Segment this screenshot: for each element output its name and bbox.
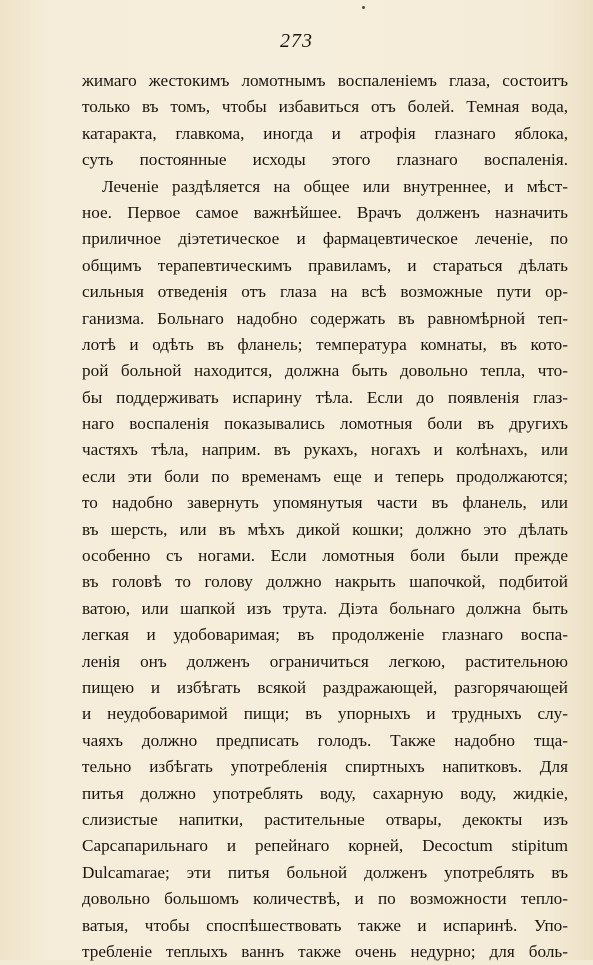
text-line: только въ томъ, чтобы избавиться отъ болей. Темная вода, bbox=[82, 97, 568, 117]
text-line: слизистые напитки, растительные отвары, декокты изъ bbox=[82, 809, 568, 829]
text-line: въ головѣ то голову должно накрыть шапочкой, подбитой bbox=[82, 572, 568, 592]
text-line: требленіе теплыхъ ваннъ также очень недурно; для боль- bbox=[82, 941, 568, 961]
text-line: Dulcamarae; эти питья больной долженъ употреблять въ bbox=[82, 862, 568, 882]
text-line: и неудобоваримой пищи; въ упорныхъ и трудныхъ слу- bbox=[82, 704, 568, 724]
text-line: общимъ терапевтическимъ правиламъ, и стараться дѣлать bbox=[82, 255, 568, 275]
text-line: легкая и удобоваримая; въ продолженіе глазнаго воспа- bbox=[82, 625, 568, 645]
text-line: жимаго жестокимъ ломотнымъ воспаленіемъ глаза, состоитъ bbox=[82, 71, 568, 90]
text-line: ленія онъ долженъ ограничиться легкою, растительною bbox=[82, 651, 568, 671]
text-line: наго воспаленія показывались ломотныя боли въ другихъ bbox=[82, 414, 568, 434]
text-line: бы поддерживать испарину тѣла. Если до появленія глаз- bbox=[82, 387, 568, 407]
text-line: лотѣ и одѣть въ фланель; температура комнаты, въ кото- bbox=[82, 334, 568, 354]
text-line: ганизма. Больнаго надобно содержать въ равномѣрной теп- bbox=[82, 308, 568, 328]
text-line: въ шерсть, или въ мѣхъ дикой кошки; должно это дѣлать bbox=[82, 519, 568, 539]
text-line: питья должно употреблять воду, сахарную воду, жидкіе, bbox=[82, 783, 568, 803]
text-line: пищею и избѣгать всякой раздражающей, разгорячающей bbox=[82, 677, 568, 697]
text-line: приличное діэтетическое и фармацевтическое леченіе, по bbox=[82, 229, 568, 249]
text-line: сильныя отведенія отъ глаза на всѣ возможные пути ор- bbox=[82, 282, 568, 302]
text-line: суть постоянные исходы этого глазнаго воспаленія. bbox=[82, 150, 568, 170]
text-line: частяхъ тѣла, наприм. въ рукахъ, ногахъ и колѣнахъ, или bbox=[82, 440, 568, 460]
text-line: чаяхъ должно предписать голодъ. Также надобно тща- bbox=[82, 730, 568, 750]
text-line: то надобно завернуть упомянутыя части въ фланель, или bbox=[82, 493, 568, 513]
text-line: ватою, или шапкой изъ трута. Діэта больнаго должна быть bbox=[82, 598, 568, 618]
text-line: ное. Первое самое важнѣйшее. Врачъ долженъ назначить bbox=[82, 202, 568, 222]
ink-speck bbox=[362, 6, 365, 9]
text-line: если эти боли по временамъ еще и теперь продолжаются; bbox=[82, 466, 568, 486]
page-number: 273 bbox=[280, 30, 313, 52]
text-line: довольно большомъ количествѣ, и по возможности тепло- bbox=[82, 889, 568, 909]
body-text bbox=[82, 68, 568, 965]
text-line: особенно съ ногами. Если ломотныя боли были прежде bbox=[82, 546, 568, 566]
text-line: Леченіе раздѣляется на общее или внутреннее, и мѣст- bbox=[102, 176, 568, 196]
text-line: ватыя, чтобы споспѣшествовать также и испаринѣ. Упо- bbox=[82, 915, 568, 935]
text-line: Сарсапарильнаго и репейнаго корней, Decoctum stipitum bbox=[82, 836, 568, 856]
text-line: тельно избѣгать употребленія спиртныхъ напитковъ. Для bbox=[82, 757, 568, 777]
text-line: катаракта, главкома, иногда и атрофія глазнаго яблока, bbox=[82, 123, 568, 143]
text-line: рой больной находится, должна быть довольно тепла, что- bbox=[82, 361, 568, 381]
